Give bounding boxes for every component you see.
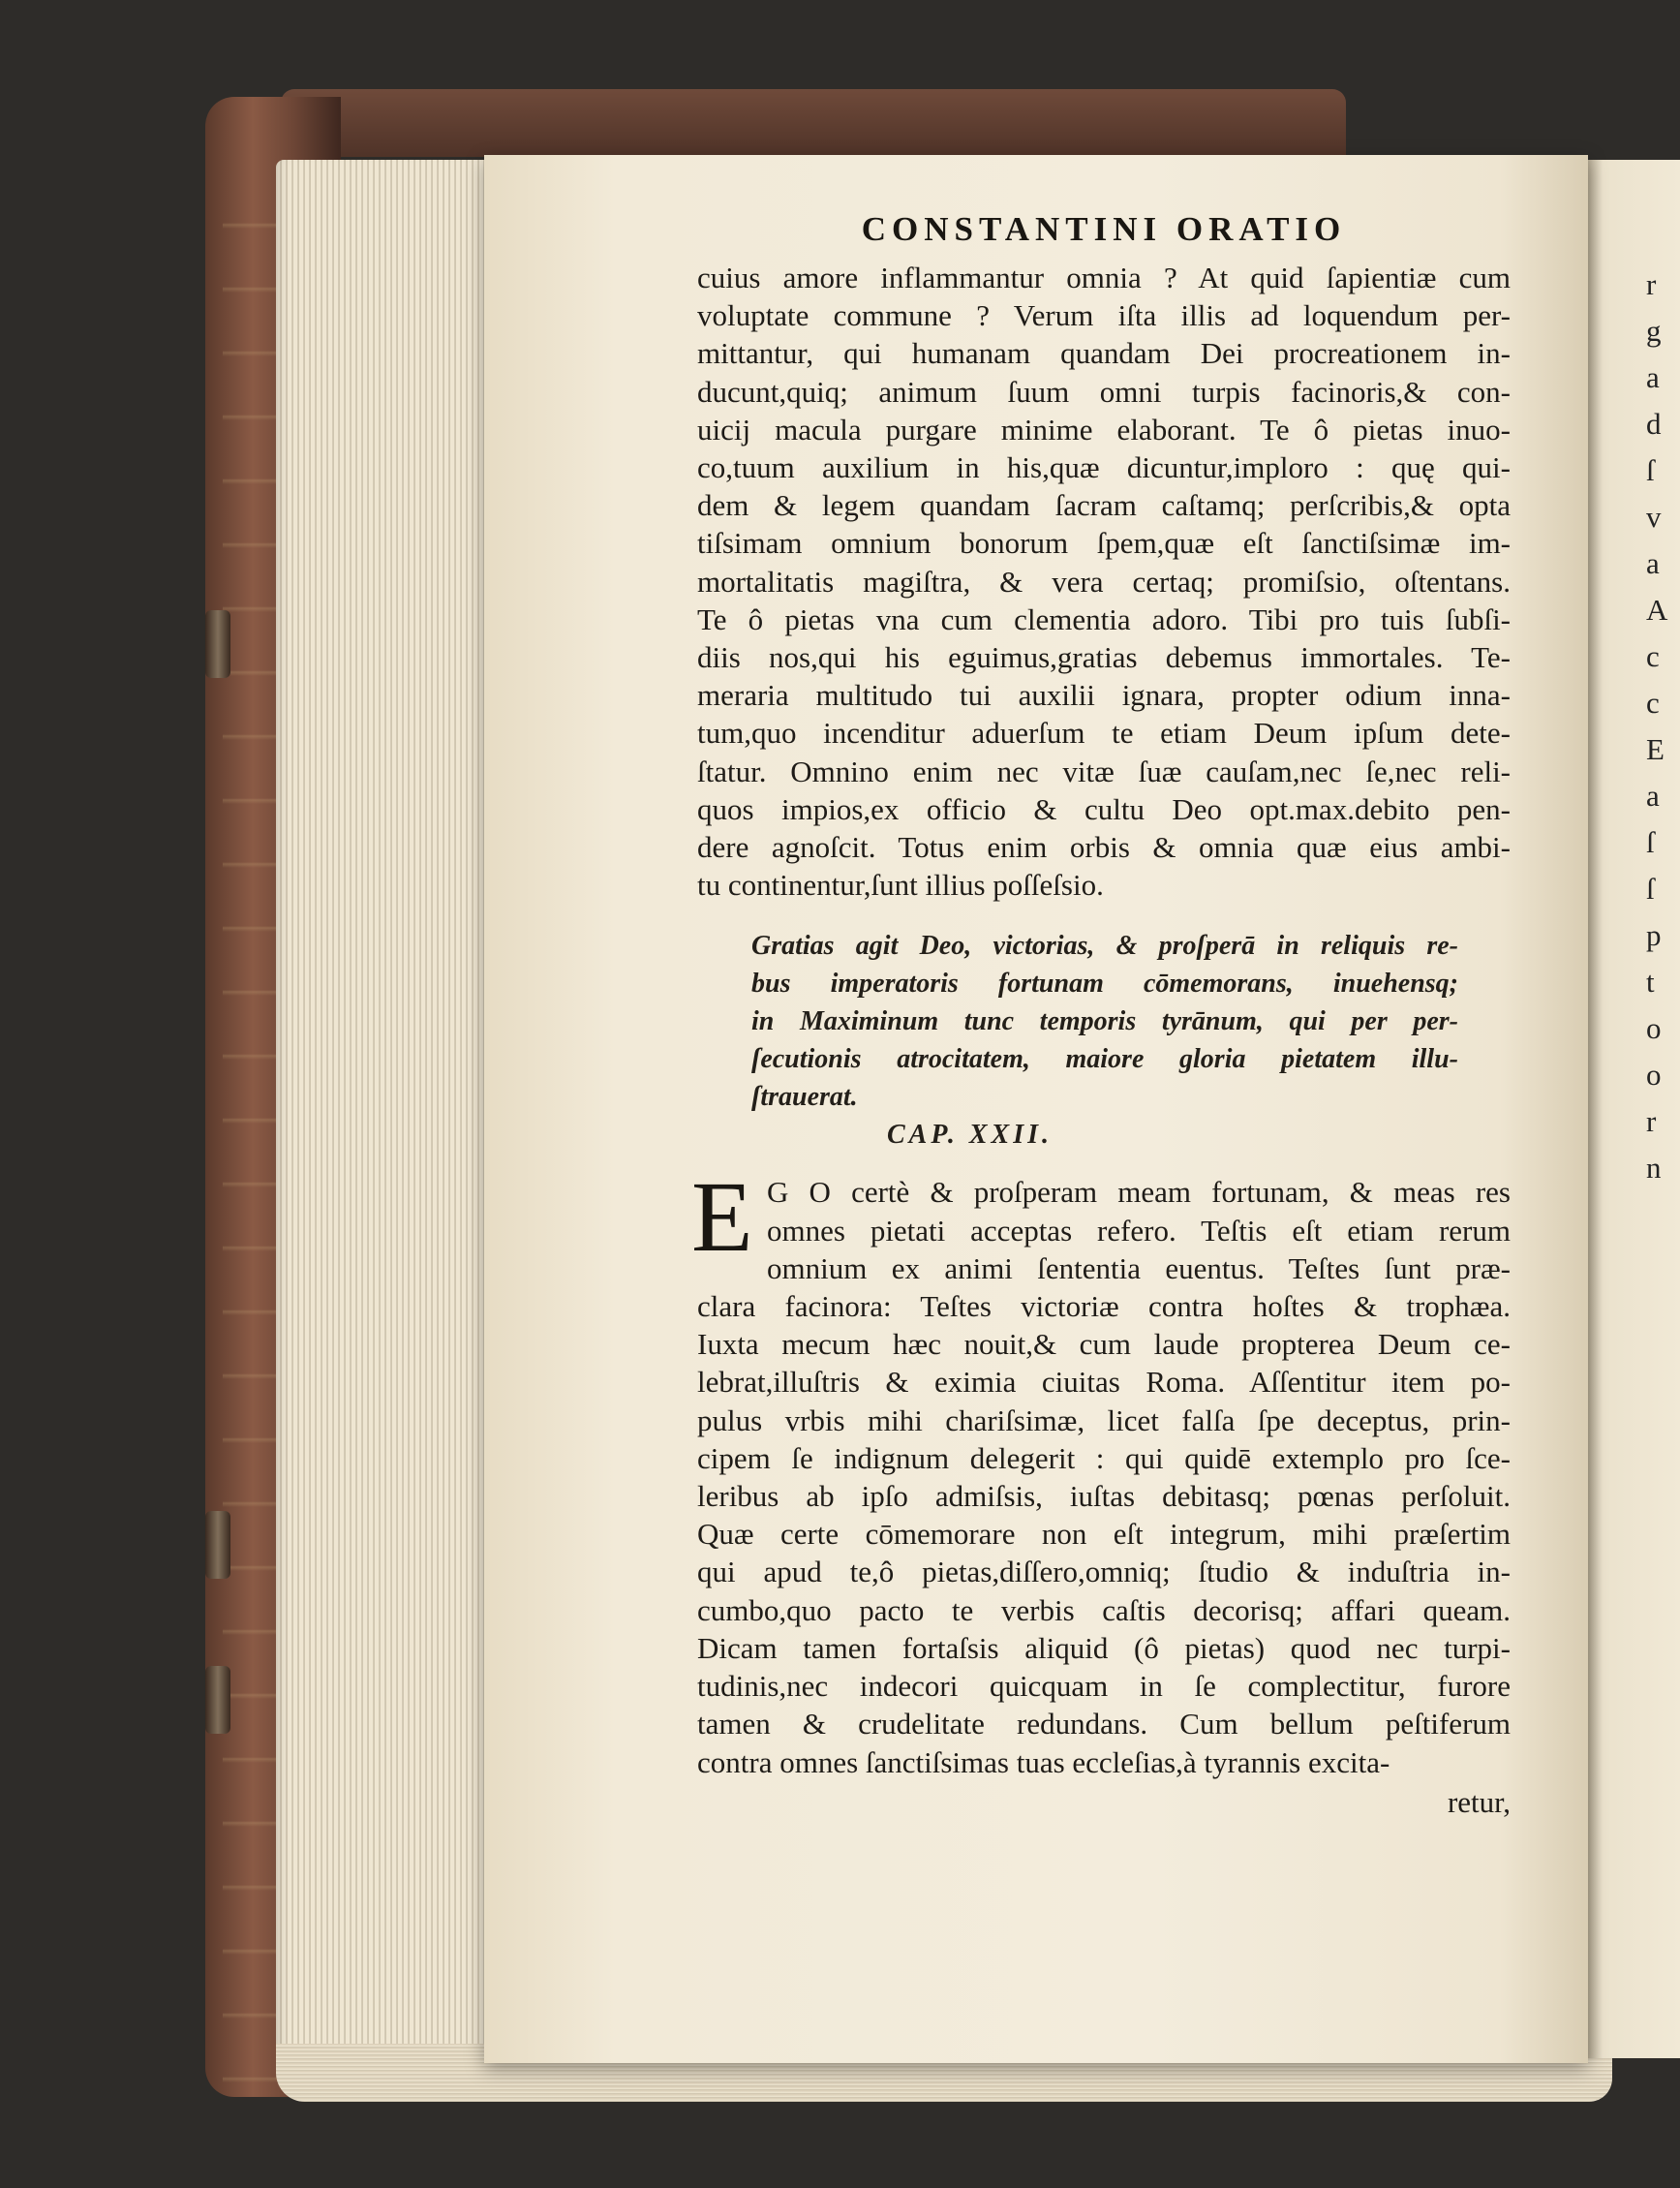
facing-page-letter: c: [1646, 639, 1660, 673]
text-line: mittantur, qui humanam quandam Dei procreationem in-: [697, 336, 1511, 371]
summary-line: in Maximinum tunc temporis tyrānum, qui per per-: [751, 1006, 1458, 1037]
text-line: Te ô pietas vna cum clementia adoro. Tibi pro tuis ſubſi-: [697, 601, 1511, 636]
text-line: clara facinora: Teſtes victoriæ contra hoſtes & trophæa.: [697, 1289, 1511, 1324]
text-line: pulus vrbis mihi chariſsimæ, licet falſa ſpe deceptus, prin-: [697, 1402, 1511, 1437]
text-line: meraria multitudo tui auxilii ignara, propter odium inna-: [697, 678, 1511, 713]
text-line: dere agnoſcit. Totus enim orbis & omnia quæ eius ambi-: [697, 830, 1511, 865]
facing-page-letter: t: [1646, 965, 1655, 999]
text-line: tamen & crudelitate redundans. Cum bellum peſtiferum: [697, 1707, 1511, 1741]
text-line: omnium ex animi ſententia euentus. Teſtes ſunt præ-: [767, 1250, 1511, 1285]
text-line: contra omnes ſanctiſsimas tuas eccleſias,à tyrannis excita-: [697, 1744, 1390, 1779]
page-edges: [276, 160, 499, 2087]
facing-page-letter: n: [1646, 1151, 1662, 1185]
facing-page-letter: c: [1646, 686, 1660, 720]
summary-line: ſecutionis atrocitatem, maiore gloria pietatem illu-: [751, 1044, 1458, 1075]
text-line: co,tuum auxilium in his,quæ dicuntur,imploro : quę qui-: [697, 450, 1511, 485]
paragraph-1: [697, 259, 1511, 904]
text-line: tiſsimam omnium bonorum ſpem,quæ eſt ſanctiſsimæ im-: [697, 526, 1511, 561]
facing-page-letter: a: [1646, 546, 1660, 580]
text-line: lebrat,illuſtris & eximia ciuitas Roma. Aſſentitur item po-: [697, 1365, 1511, 1400]
chapter-heading-row: [751, 1116, 1458, 1154]
facing-page-letter: a: [1646, 779, 1660, 813]
text-line: Quæ certe cōmemorare non eſt integrum, mihi præſertim: [697, 1517, 1511, 1552]
text-line: qui apud te,ô pietas,diſſero,omniq; ſtudio & induſtria in-: [697, 1555, 1511, 1589]
facing-page-letter: v: [1646, 500, 1662, 534]
facing-page-letter: ſ: [1646, 453, 1655, 487]
text-line: cuius amore inflammantur omnia ? At quid ſapientiæ cum: [697, 261, 1511, 294]
text-line: tu continentur,ſunt illius poſſeſsio.: [697, 868, 1104, 903]
text-line: dem & legem quandam ſacram caſtamq; perſcribis,& opta: [697, 488, 1511, 523]
text-line: cipem ſe indignum delegerit : qui quidē extemplo pro ſce-: [697, 1440, 1511, 1475]
text-line: voluptate commune ? Verum iſta illis ad loquendum per-: [697, 298, 1511, 333]
summary-line: bus imperatoris fortunam cōmemorans, inuehensq;: [751, 969, 1458, 1000]
summary-line: Gratias agit Deo, victorias, & proſperā in reliquis re-: [751, 931, 1458, 962]
page-text: [691, 208, 1511, 1821]
catchword: retur,: [1447, 1784, 1511, 1819]
clasp-icon: [205, 610, 230, 678]
text-line: uicij macula purgare minime elaborant. Te ô pietas inuo-: [697, 412, 1511, 447]
summary-line: ſtrauerat.: [751, 1082, 858, 1113]
chapter-number: CAP. XXII.: [887, 1120, 1053, 1151]
facing-page-letter: ſ: [1646, 872, 1655, 906]
text-line: tum,quo incenditur aduerſum te etiam Deum ipſum dete-: [697, 716, 1511, 751]
facing-page-letter: p: [1646, 918, 1662, 952]
text-line: mortalitatis magiſtra, & vera certaq; promiſsio, oſtentans.: [697, 564, 1511, 599]
facing-page-letter: ſ: [1646, 825, 1655, 859]
text-line: diis nos,qui his eguimus,gratias debemus immortales. Te-: [697, 640, 1511, 675]
text-line: omnes pietati acceptas refero. Teſtis eſt etiam rerum: [767, 1213, 1511, 1248]
running-head: CONSTANTINI ORATIO: [861, 210, 1347, 248]
text-line: leribus ab ipſo admiſsis, iuſtas debitasq; pœnas perſoluit.: [697, 1479, 1511, 1514]
clasp-icon: [205, 1511, 230, 1579]
facing-page-letter: r: [1646, 1104, 1657, 1138]
drop-cap: E: [691, 1161, 753, 1274]
text-line: G O certè & proſperam meam fortunam, & meas res: [767, 1175, 1511, 1210]
facing-page-letter: E: [1646, 732, 1665, 766]
book-cover-top: [281, 89, 1346, 157]
chapter-summary: [751, 927, 1458, 1116]
facing-page-letter: g: [1646, 314, 1662, 348]
paragraph-2-lines: [697, 1173, 1511, 1780]
text-line: cumbo,quo pacto te verbis caſtis decorisq; affari queam.: [697, 1592, 1511, 1627]
text-line: ducunt,quiq; animum ſuum omni turpis facinoris,& con-: [697, 374, 1511, 409]
facing-page-letters: [1646, 262, 1667, 1191]
text-line: Iuxta mecum hæc nouit,& cum laude propterea Deum ce-: [697, 1327, 1511, 1362]
text-line: quos impios,ex officio & cultu Deo opt.max.debito pen-: [697, 791, 1511, 826]
facing-page-letter: d: [1646, 407, 1662, 441]
paragraph-2: [691, 1161, 1511, 1820]
facing-page-letter: a: [1646, 360, 1660, 394]
text-line: ſtatur. Omnino enim nec vitæ ſuæ cauſam,nec ſe,nec reli-: [697, 754, 1511, 788]
facing-page-letter: r: [1646, 267, 1657, 301]
facing-page-letter: o: [1646, 1011, 1662, 1045]
text-line: tudinis,nec indecori quicquam in ſe complectitur, furore: [697, 1669, 1511, 1704]
clasp-icon: [205, 1666, 230, 1734]
facing-page-letter: A: [1646, 593, 1668, 627]
facing-page-letter: o: [1646, 1058, 1662, 1092]
text-line: Dicam tamen fortaſsis aliquid (ô pietas) quod nec turpi-: [697, 1630, 1511, 1665]
